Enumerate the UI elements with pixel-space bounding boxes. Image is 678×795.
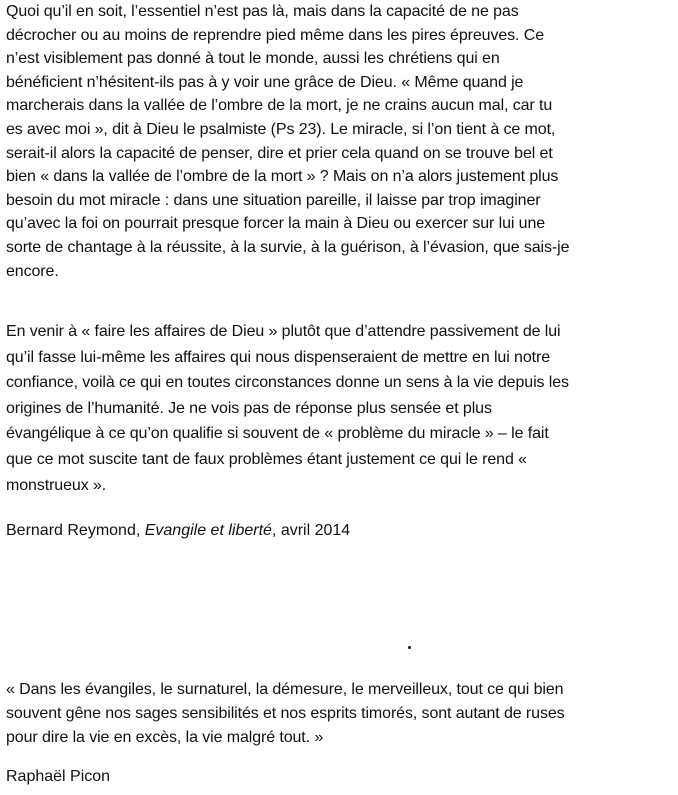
text-line: encore. [6,262,59,280]
text-line: es avec moi », dit à Dieu le psalmiste (Ps 23). Le miracle, si l’on tient à ce mot, [6,120,556,138]
source-title: Evangile et liberté [144,522,272,539]
text-line: bénéficient n’hésitent-ils pas à y voir une grâce de Dieu. « Même quand je [6,73,524,91]
text-line: souvent gêne nos sages sensibilités et nos esprits timorés, sont autant de ruses [6,705,565,722]
source-date: , avril 2014 [271,522,351,539]
text-line: Quoi qu’il en soit, l’essentiel n’est pas là, mais dans la capacité de ne pas [6,3,519,20]
text-line: origines de l’humanité. Je ne vois pas de réponse plus sensée et plus [6,399,492,417]
text-line: « Dans les évangiles, le surnaturel, la démesure, le merveilleux, tout ce qui bien [6,681,564,698]
paragraph-affaires-de-dieu [6,319,676,498]
attribution-reymond [6,520,676,542]
text-line: marcherais dans la vallée de l’ombre de la mort, je ne crains aucun mal, car tu [6,97,553,115]
text-line: sorte de chantage à la réussite, à la survie, à la guérison, à l’évasion, que sais-je [6,238,570,256]
text-line: décrocher ou au moins de reprendre pied même dans les pires épreuves. Ce [6,26,544,44]
text-line: que ce mot suscite tant de faux problèmes étant justement ce qui le rend « [6,450,527,468]
text-line: pour dire la vie en excès, la vie malgré tout. » [6,729,324,746]
quote-picon [6,678,676,750]
paragraph-miracle [6,0,676,283]
text-line: besoin du mot miracle : dans une situation pareille, il laisse par trop imaginer [6,191,541,209]
text-line: monstrueux ». [6,476,107,494]
text-line: n’est visiblement pas donné à tout le monde, aussi les chrétiens qui en [6,50,500,68]
attribution-picon: Raphaël Picon [6,768,111,785]
text-line: serait-il alors la capacité de penser, dire et prier cela quand on se trouve bel et [6,144,553,162]
stray-dot [408,646,411,649]
text-line: En venir à « faire les affaires de Dieu » plutôt que d’attendre passivement de lui [6,323,561,340]
text-line: qu’avec la foi on pourrait presque forcer la main à Dieu ou exercer sur lui une [6,215,546,233]
text-line: qu’il fasse lui-même les affaires qui nous dispenseraient de mettre en lui notre [6,348,551,366]
author-name: Bernard Reymond, [6,522,145,539]
text-line: évangélique à ce qu’on qualifie si souvent de « problème du miracle » – le fait [6,425,549,443]
text-line: confiance, voilà ce qui en toutes circonstances donne un sens à la vie depuis les [6,374,569,392]
text-line: bien « dans la vallée de l’ombre de la mort » ? Mais on n’a alors justement plus [6,168,559,186]
